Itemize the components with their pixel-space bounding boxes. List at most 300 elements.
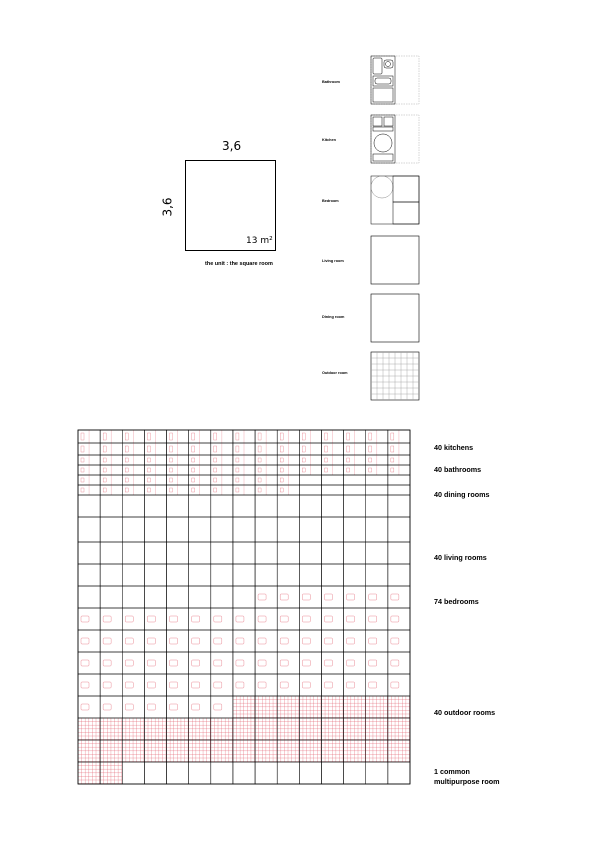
room-fixture-mark xyxy=(81,458,84,462)
room-fixture-mark xyxy=(214,458,217,462)
room-fixture-mark xyxy=(258,478,261,482)
plan-cell xyxy=(366,718,388,740)
room-fixture-mark xyxy=(280,458,283,462)
bed-mark xyxy=(147,616,155,622)
plan-cell xyxy=(78,542,100,564)
room-fixture-mark xyxy=(347,458,350,462)
bed-mark xyxy=(302,638,310,644)
room-fixture-mark xyxy=(81,468,84,472)
room-fixture-mark xyxy=(125,478,128,482)
room-fixture-mark xyxy=(147,446,150,452)
plan-cell xyxy=(211,564,233,586)
bed-mark xyxy=(302,594,310,600)
plan-cell xyxy=(211,762,233,784)
plan-cell xyxy=(100,517,122,542)
plan-cell xyxy=(144,542,166,564)
bed-mark xyxy=(147,704,155,710)
plan-cell xyxy=(366,517,388,542)
plan-cell xyxy=(233,564,255,586)
plan-cell xyxy=(321,475,343,485)
plan-cell xyxy=(366,495,388,517)
plan-cell xyxy=(321,564,343,586)
plan-cell xyxy=(255,762,277,784)
plan-cell xyxy=(100,495,122,517)
plan-cell xyxy=(255,517,277,542)
plan-cell xyxy=(366,740,388,762)
bed-mark xyxy=(391,638,399,644)
plan-cell xyxy=(344,517,366,542)
bed-mark xyxy=(302,682,310,688)
plan-cell xyxy=(100,740,122,762)
plan-cell xyxy=(299,762,321,784)
count-bedrooms: 74 bedrooms xyxy=(434,597,479,606)
plan-cell xyxy=(144,586,166,608)
room-fixture-mark xyxy=(258,488,261,492)
bed-mark xyxy=(347,660,355,666)
room-fixture-mark xyxy=(170,458,173,462)
plan-cell xyxy=(277,495,299,517)
plan-cell xyxy=(344,475,366,485)
bed-mark xyxy=(192,682,200,688)
plan-cell xyxy=(211,517,233,542)
plan-cell xyxy=(144,495,166,517)
plan-cell xyxy=(122,495,144,517)
room-fixture-mark xyxy=(280,433,283,440)
plan-cell xyxy=(144,564,166,586)
plan-cell xyxy=(344,718,366,740)
plan-cell xyxy=(388,517,410,542)
plan-cell xyxy=(321,740,343,762)
plan-cell xyxy=(167,762,189,784)
plan-cell xyxy=(299,740,321,762)
bed-mark xyxy=(347,682,355,688)
room-fixture-mark xyxy=(103,468,106,472)
room-fixture-mark xyxy=(192,458,195,462)
room-fixture-mark xyxy=(324,446,327,452)
room-fixture-mark xyxy=(302,433,305,440)
room-fixture-mark xyxy=(391,468,394,472)
bed-mark xyxy=(280,660,288,666)
plan-cell xyxy=(366,696,388,718)
plan-cell xyxy=(122,517,144,542)
plan-cell xyxy=(366,542,388,564)
plan-cell xyxy=(299,718,321,740)
plan-cell xyxy=(122,740,144,762)
plan-cell xyxy=(233,696,255,718)
room-fixture-mark xyxy=(236,478,239,482)
bed-mark xyxy=(236,682,244,688)
plan-cell xyxy=(167,495,189,517)
room-fixture-mark xyxy=(369,468,372,472)
plan-cell xyxy=(255,696,277,718)
bed-mark xyxy=(214,704,222,710)
bed-mark xyxy=(192,704,200,710)
plan-cell xyxy=(299,696,321,718)
plan-cell xyxy=(388,475,410,485)
bed-mark xyxy=(258,660,266,666)
count-outdoor-rooms: 40 outdoor rooms xyxy=(434,708,496,717)
plan-cell xyxy=(388,718,410,740)
count-bathrooms: 40 bathrooms xyxy=(434,465,482,474)
plan-cell xyxy=(321,718,343,740)
bed-mark xyxy=(170,660,178,666)
plan-cell xyxy=(144,762,166,784)
bed-mark xyxy=(103,660,111,666)
room-fixture-mark xyxy=(280,478,283,482)
room-fixture-mark xyxy=(214,488,217,492)
room-fixture-mark xyxy=(324,458,327,462)
plan-cell xyxy=(321,495,343,517)
bed-mark xyxy=(280,616,288,622)
plan-cell xyxy=(189,495,211,517)
plan-cell xyxy=(388,762,410,784)
plan-cell xyxy=(277,542,299,564)
plan-cell xyxy=(388,696,410,718)
plan-cell xyxy=(299,542,321,564)
plan-cell xyxy=(233,762,255,784)
room-fixture-mark xyxy=(170,488,173,492)
room-fixture-mark xyxy=(214,433,217,440)
plan-cell xyxy=(366,564,388,586)
plan-cell xyxy=(144,718,166,740)
plan-cell xyxy=(189,586,211,608)
room-fixture-mark xyxy=(236,458,239,462)
room-fixture-mark xyxy=(125,468,128,472)
bed-mark xyxy=(103,638,111,644)
bed-mark xyxy=(103,682,111,688)
room-fixture-mark xyxy=(324,468,327,472)
bed-mark xyxy=(147,660,155,666)
plan-cell xyxy=(122,542,144,564)
plan-cell xyxy=(344,696,366,718)
room-fixture-mark xyxy=(214,446,217,452)
room-fixture-mark xyxy=(81,446,84,452)
room-fixture-mark xyxy=(280,488,283,492)
plan-cell xyxy=(344,740,366,762)
bed-mark xyxy=(258,682,266,688)
plan-cell xyxy=(388,740,410,762)
plan-cell xyxy=(100,564,122,586)
plan-cell xyxy=(233,542,255,564)
plan-cell xyxy=(233,495,255,517)
plan-cell xyxy=(100,762,122,784)
room-fixture-mark xyxy=(192,488,195,492)
bed-mark xyxy=(147,638,155,644)
room-fixture-mark xyxy=(302,458,305,462)
room-fixture-mark xyxy=(125,433,128,440)
room-fixture-mark xyxy=(125,446,128,452)
room-fixture-mark xyxy=(81,478,84,482)
room-fixture-mark xyxy=(214,468,217,472)
room-fixture-mark xyxy=(103,446,106,452)
room-fixture-mark xyxy=(258,468,261,472)
room-fixture-mark xyxy=(125,488,128,492)
plan-cell xyxy=(388,495,410,517)
room-fixture-mark xyxy=(147,468,150,472)
room-fixture-mark xyxy=(170,433,173,440)
bed-mark xyxy=(214,682,222,688)
bed-mark xyxy=(214,616,222,622)
bed-mark xyxy=(81,682,89,688)
bed-mark xyxy=(324,594,332,600)
plan-cell xyxy=(277,696,299,718)
bed-mark xyxy=(81,638,89,644)
plan-cell xyxy=(299,475,321,485)
bed-mark xyxy=(302,660,310,666)
plan-cells xyxy=(78,430,410,784)
plan-cell xyxy=(321,542,343,564)
room-label-bathroom: Bathroom xyxy=(322,80,340,84)
unit-area-label: 13 m² xyxy=(246,236,273,246)
plan-cell xyxy=(211,495,233,517)
plan-cell xyxy=(233,517,255,542)
bed-mark xyxy=(236,638,244,644)
plan-cell xyxy=(233,586,255,608)
plan-cell xyxy=(167,564,189,586)
plan-cell xyxy=(211,586,233,608)
plan-cell xyxy=(388,564,410,586)
plan-cell xyxy=(255,495,277,517)
room-fixture-mark xyxy=(192,468,195,472)
room-fixture-mark xyxy=(236,468,239,472)
bed-mark xyxy=(236,660,244,666)
bed-mark xyxy=(81,704,89,710)
bed-mark xyxy=(125,682,133,688)
plan-cell xyxy=(388,485,410,495)
room-label-living-room: Living room xyxy=(322,259,344,263)
room-fixture-mark xyxy=(258,446,261,452)
room-label-outdoor-room: Outdoor room xyxy=(322,371,348,375)
room-fixture-mark xyxy=(347,468,350,472)
unit-width-label: 3,6 xyxy=(222,139,242,153)
room-label-kitchen: Kitchen xyxy=(322,138,336,142)
room-fixture-mark xyxy=(391,433,394,440)
plan-cell xyxy=(78,762,100,784)
plan-cell xyxy=(167,718,189,740)
bed-mark xyxy=(258,638,266,644)
bed-mark xyxy=(236,616,244,622)
plan-cell xyxy=(78,586,100,608)
room-fixture-mark xyxy=(236,446,239,452)
plan-cell xyxy=(211,542,233,564)
plan-cell xyxy=(189,762,211,784)
plan-cell xyxy=(299,495,321,517)
room-fixture-mark xyxy=(170,478,173,482)
plan-cell xyxy=(167,542,189,564)
plan-cell xyxy=(189,542,211,564)
bed-mark xyxy=(391,660,399,666)
plan-cell xyxy=(189,564,211,586)
bed-mark xyxy=(324,638,332,644)
bed-mark xyxy=(214,660,222,666)
unit-height-label: 3,6 xyxy=(160,197,175,217)
bed-mark xyxy=(125,638,133,644)
room-fixture-mark xyxy=(147,458,150,462)
room-label-dining-room: Dining room xyxy=(322,315,345,319)
count-common-room: 1 common multipurpose room xyxy=(434,767,500,786)
bed-mark xyxy=(391,616,399,622)
plan-cell xyxy=(321,696,343,718)
bed-mark xyxy=(324,616,332,622)
bed-mark xyxy=(302,616,310,622)
plan-cell xyxy=(167,586,189,608)
room-fixture-mark xyxy=(103,458,106,462)
bed-mark xyxy=(391,594,399,600)
bed-mark xyxy=(347,616,355,622)
room-fixture-mark xyxy=(192,478,195,482)
bed-mark xyxy=(258,616,266,622)
plan-cell xyxy=(144,517,166,542)
bed-mark xyxy=(369,638,377,644)
bed-mark xyxy=(192,638,200,644)
bed-mark xyxy=(280,682,288,688)
plan-cell xyxy=(277,564,299,586)
count-living-rooms: 40 living rooms xyxy=(434,553,487,562)
plan-cell xyxy=(211,740,233,762)
plan-cell xyxy=(78,517,100,542)
bed-mark xyxy=(192,616,200,622)
room-fixture-mark xyxy=(147,488,150,492)
plan-cell xyxy=(344,762,366,784)
bed-mark xyxy=(147,682,155,688)
plan-cell xyxy=(299,485,321,495)
unit-caption: the unit : the square room xyxy=(205,261,273,267)
plan-cell xyxy=(78,495,100,517)
room-fixture-mark xyxy=(280,468,283,472)
plan-cell xyxy=(100,586,122,608)
room-fixture-mark xyxy=(81,433,84,440)
bed-mark xyxy=(369,594,377,600)
bed-mark xyxy=(347,638,355,644)
room-fixture-mark xyxy=(147,478,150,482)
plan-cell xyxy=(277,740,299,762)
room-fixture-mark xyxy=(214,478,217,482)
plan-cell xyxy=(78,564,100,586)
room-fixture-mark xyxy=(391,446,394,452)
bed-mark xyxy=(170,616,178,622)
plan-cell xyxy=(255,542,277,564)
plan-cell xyxy=(100,542,122,564)
bed-mark xyxy=(81,660,89,666)
plan-cell xyxy=(122,762,144,784)
plan-cell xyxy=(189,740,211,762)
room-fixture-mark xyxy=(369,458,372,462)
room-fixture-mark xyxy=(302,468,305,472)
room-fixture-mark xyxy=(147,433,150,440)
plan-cell xyxy=(233,718,255,740)
bed-mark xyxy=(103,704,111,710)
bed-mark xyxy=(347,594,355,600)
bed-mark xyxy=(170,704,178,710)
room-fixture-mark xyxy=(103,488,106,492)
bed-mark xyxy=(125,660,133,666)
plan-cell xyxy=(211,718,233,740)
plan-cell xyxy=(277,517,299,542)
plan-cell xyxy=(299,517,321,542)
bed-mark xyxy=(369,660,377,666)
plan-cell xyxy=(122,564,144,586)
bed-mark xyxy=(369,616,377,622)
room-fixture-mark xyxy=(258,433,261,440)
bed-mark xyxy=(324,682,332,688)
room-fixture-mark xyxy=(236,433,239,440)
plan-cell xyxy=(277,718,299,740)
bed-mark xyxy=(324,660,332,666)
room-fixture-mark xyxy=(103,433,106,440)
plan-cell xyxy=(388,542,410,564)
room-fixture-mark xyxy=(192,446,195,452)
room-fixture-mark xyxy=(369,446,372,452)
plan-cell xyxy=(321,762,343,784)
plan-cell xyxy=(366,485,388,495)
plan-cell xyxy=(321,517,343,542)
plan-cell xyxy=(321,485,343,495)
plan-cell xyxy=(255,564,277,586)
room-label-bedroom: Bedroom xyxy=(322,199,339,203)
room-fixture-mark xyxy=(236,488,239,492)
plan-cell xyxy=(78,718,100,740)
room-fixture-mark xyxy=(369,433,372,440)
bed-mark xyxy=(125,616,133,622)
plan-cell xyxy=(122,718,144,740)
bed-mark xyxy=(192,660,200,666)
plan-cell xyxy=(344,564,366,586)
room-fixture-mark xyxy=(280,446,283,452)
room-fixture-mark xyxy=(324,433,327,440)
bed-mark xyxy=(280,594,288,600)
plan-cell xyxy=(366,475,388,485)
bed-mark xyxy=(258,594,266,600)
bed-mark xyxy=(391,682,399,688)
room-fixture-mark xyxy=(391,458,394,462)
plan-cell xyxy=(344,495,366,517)
plan-cell xyxy=(122,586,144,608)
room-fixture-mark xyxy=(170,468,173,472)
room-fixture-mark xyxy=(347,433,350,440)
bed-mark xyxy=(125,704,133,710)
bed-mark xyxy=(81,616,89,622)
plan-cell xyxy=(100,718,122,740)
bed-mark xyxy=(280,638,288,644)
plan-cell xyxy=(233,740,255,762)
bed-mark xyxy=(103,616,111,622)
plan-cell xyxy=(344,542,366,564)
bed-mark xyxy=(214,638,222,644)
room-fixture-mark xyxy=(347,446,350,452)
room-fixture-mark xyxy=(103,478,106,482)
plan-cell xyxy=(255,718,277,740)
plan-cell xyxy=(78,740,100,762)
room-fixture-mark xyxy=(170,446,173,452)
room-fixture-mark xyxy=(125,458,128,462)
count-kitchens: 40 kitchens xyxy=(434,443,474,452)
plan-cell xyxy=(189,718,211,740)
plan-cell xyxy=(167,740,189,762)
plan-cell xyxy=(144,740,166,762)
plan-cell xyxy=(167,517,189,542)
plan-cell xyxy=(299,564,321,586)
plan-cell xyxy=(189,517,211,542)
bed-mark xyxy=(170,638,178,644)
bed-mark xyxy=(369,682,377,688)
plan-cell xyxy=(255,740,277,762)
count-dining-rooms: 40 dining rooms xyxy=(434,490,490,499)
room-fixture-mark xyxy=(302,446,305,452)
plan-cell xyxy=(344,485,366,495)
plan-cell xyxy=(366,762,388,784)
room-fixture-mark xyxy=(192,433,195,440)
plan-cell xyxy=(277,762,299,784)
